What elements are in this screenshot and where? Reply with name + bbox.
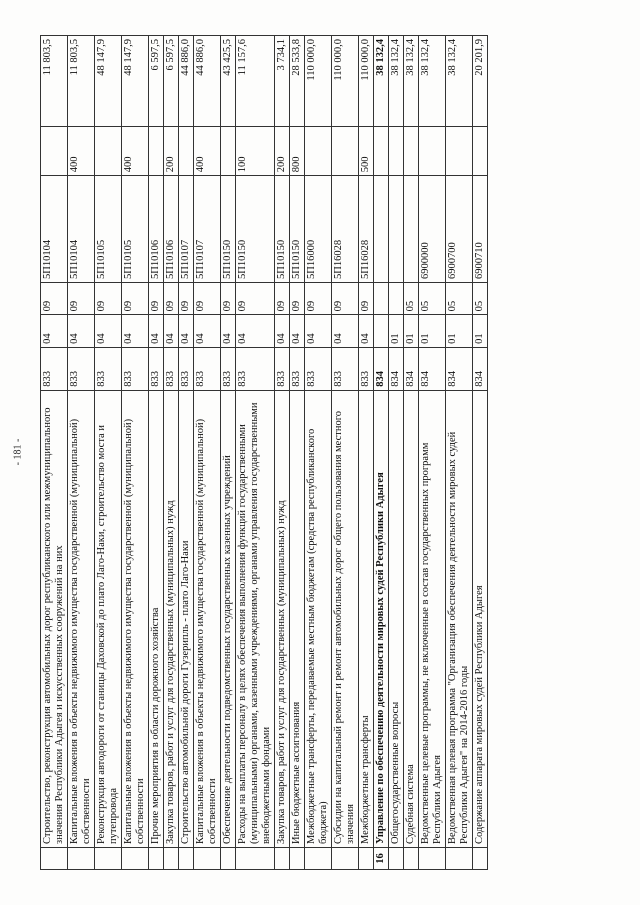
amount-cell: 38 132,4 — [404, 36, 419, 127]
row-number-cell — [179, 848, 194, 870]
row-number-cell — [332, 848, 359, 870]
table-row — [179, 36, 194, 870]
subsection-code-cell: 05 — [404, 282, 419, 314]
section-code-cell — [374, 315, 389, 347]
row-number-cell — [389, 848, 404, 870]
page-number: - 181 - — [12, 438, 24, 466]
table-row — [194, 36, 221, 870]
row-name-cell: Судебная система — [404, 390, 419, 847]
row-name-cell: Прочие мероприятия в области дорожного хозяйства — [149, 390, 164, 847]
table-row — [374, 36, 389, 870]
ved-code-cell: 834 — [473, 347, 488, 390]
table-row — [95, 36, 122, 870]
subsection-code-cell: 09 — [221, 282, 236, 314]
section-code-cell: 04 — [164, 315, 179, 347]
section-code-cell: 04 — [305, 315, 332, 347]
expense-type-code-cell — [221, 127, 236, 176]
row-name-cell: Иные бюджетные ассигнования — [290, 390, 305, 847]
subsection-code-cell: 09 — [164, 282, 179, 314]
subsection-code-cell: 09 — [68, 282, 95, 314]
section-code-cell: 04 — [122, 315, 149, 347]
target-item-code-cell: 5П10150 — [236, 176, 275, 283]
expense-type-code-cell: 500 — [359, 127, 374, 176]
row-number-cell — [122, 848, 149, 870]
table-row — [236, 36, 275, 870]
table-row — [446, 36, 473, 870]
expense-type-code-cell — [389, 127, 404, 176]
table-row — [68, 36, 95, 870]
amount-cell: 44 886,0 — [194, 36, 221, 127]
target-item-code-cell — [389, 176, 404, 283]
target-item-code-cell: 5П10150 — [221, 176, 236, 283]
expense-type-code-cell: 400 — [122, 127, 149, 176]
row-number-cell — [68, 848, 95, 870]
ved-code-cell: 833 — [41, 347, 68, 390]
target-item-code-cell: 5П10105 — [122, 176, 149, 283]
section-code-cell: 01 — [389, 315, 404, 347]
ved-code-cell: 834 — [389, 347, 404, 390]
section-code-cell: 01 — [419, 315, 446, 347]
row-name-cell: Ведомственные целевые программы, не включенные в состав государственных программ Республики Адыгея — [419, 390, 446, 847]
section-code-cell: 04 — [290, 315, 305, 347]
target-item-code-cell: 5П16028 — [359, 176, 374, 283]
ved-code-cell: 833 — [122, 347, 149, 390]
expense-type-code-cell — [41, 127, 68, 176]
target-item-code-cell: 6900000 — [419, 176, 446, 283]
amount-cell: 28 533,8 — [290, 36, 305, 127]
row-name-cell: Межбюджетные трансферты — [359, 390, 374, 847]
expense-type-code-cell — [404, 127, 419, 176]
amount-cell: 20 201,9 — [473, 36, 488, 127]
ved-code-cell: 833 — [305, 347, 332, 390]
ved-code-cell: 833 — [359, 347, 374, 390]
subsection-code-cell: 09 — [236, 282, 275, 314]
row-number-cell — [275, 848, 290, 870]
amount-cell: 38 132,4 — [389, 36, 404, 127]
table-row — [389, 36, 404, 870]
table-row — [419, 36, 446, 870]
row-number-cell — [473, 848, 488, 870]
row-number-cell: 16 — [374, 848, 389, 870]
row-name-cell: Закупка товаров, работ и услуг для государственных (муниципальных) нужд — [164, 390, 179, 847]
subsection-code-cell: 09 — [359, 282, 374, 314]
budget-table — [40, 35, 488, 870]
target-item-code-cell: 5П10150 — [290, 176, 305, 283]
target-item-code-cell: 5П10106 — [164, 176, 179, 283]
row-name-cell: Строительство автомобильной дороги Гузерипль - плато Лаго-Наки — [179, 390, 194, 847]
subsection-code-cell — [389, 282, 404, 314]
ved-code-cell: 833 — [95, 347, 122, 390]
row-name-cell: Капитальные вложения в объекты недвижимого имущества государственной (муниципальной) собственности — [68, 390, 95, 847]
expense-type-code-cell — [374, 127, 389, 176]
section-code-cell: 01 — [473, 315, 488, 347]
expense-type-code-cell — [149, 127, 164, 176]
ved-code-cell: 833 — [332, 347, 359, 390]
row-name-cell: Общегосударственные вопросы — [389, 390, 404, 847]
target-item-code-cell: 5П10107 — [194, 176, 221, 283]
target-item-code-cell: 5П10104 — [41, 176, 68, 283]
ved-code-cell: 833 — [149, 347, 164, 390]
table-row — [41, 36, 68, 870]
row-number-cell — [419, 848, 446, 870]
subsection-code-cell: 09 — [179, 282, 194, 314]
table-row — [359, 36, 374, 870]
section-code-cell: 04 — [149, 315, 164, 347]
amount-cell: 44 886,0 — [179, 36, 194, 127]
expense-type-code-cell: 200 — [275, 127, 290, 176]
row-number-cell — [221, 848, 236, 870]
section-code-cell: 04 — [194, 315, 221, 347]
section-code-cell: 01 — [404, 315, 419, 347]
section-code-cell: 04 — [68, 315, 95, 347]
row-number-cell — [359, 848, 374, 870]
target-item-code-cell: 5П10107 — [179, 176, 194, 283]
section-code-cell: 04 — [179, 315, 194, 347]
amount-cell: 110 000,0 — [359, 36, 374, 127]
expense-type-code-cell — [473, 127, 488, 176]
row-number-cell — [164, 848, 179, 870]
ved-code-cell: 834 — [419, 347, 446, 390]
row-number-cell — [41, 848, 68, 870]
subsection-code-cell: 05 — [419, 282, 446, 314]
row-number-cell — [305, 848, 332, 870]
ved-code-cell: 833 — [275, 347, 290, 390]
amount-cell: 38 132,4 — [446, 36, 473, 127]
subsection-code-cell — [374, 282, 389, 314]
table-row — [221, 36, 236, 870]
table-row — [332, 36, 359, 870]
subsection-code-cell: 09 — [122, 282, 149, 314]
subsection-code-cell: 09 — [41, 282, 68, 314]
table-row — [275, 36, 290, 870]
row-name-cell: Ведомственная целевая программа "Организация обеспечения деятельности мировых судей Республики Адыгея" на 2014-2016 годы — [446, 390, 473, 847]
subsection-code-cell: 09 — [149, 282, 164, 314]
section-code-cell: 01 — [446, 315, 473, 347]
row-number-cell — [290, 848, 305, 870]
subsection-code-cell: 09 — [332, 282, 359, 314]
subsection-code-cell: 09 — [305, 282, 332, 314]
row-name-cell: Межбюджетные трансферты, передаваемые местным бюджетам (средства республиканского бюджета) — [305, 390, 332, 847]
target-item-code-cell: 5П16028 — [332, 176, 359, 283]
expense-type-code-cell — [95, 127, 122, 176]
ved-code-cell: 833 — [194, 347, 221, 390]
expense-type-code-cell: 400 — [194, 127, 221, 176]
budget-table-body — [41, 36, 488, 870]
subsection-code-cell: 09 — [290, 282, 305, 314]
expense-type-code-cell — [332, 127, 359, 176]
table-row — [164, 36, 179, 870]
amount-cell: 43 425,5 — [221, 36, 236, 127]
row-name-cell: Обеспечение деятельности подведомственных государственных казенных учреждений — [221, 390, 236, 847]
amount-cell: 48 147,9 — [95, 36, 122, 127]
expense-type-code-cell — [179, 127, 194, 176]
target-item-code-cell — [374, 176, 389, 283]
row-number-cell — [95, 848, 122, 870]
target-item-code-cell: 6900710 — [473, 176, 488, 283]
ved-code-cell: 833 — [290, 347, 305, 390]
row-name-cell: Капитальные вложения в объекты недвижимого имущества государственной (муниципальной) собственности — [122, 390, 149, 847]
expense-type-code-cell: 800 — [290, 127, 305, 176]
section-code-cell: 04 — [95, 315, 122, 347]
table-row — [122, 36, 149, 870]
row-name-cell: Субсидии на капитальный ремонт и ремонт автомобильных дорог общего пользования местного значения — [332, 390, 359, 847]
ved-code-cell: 833 — [236, 347, 275, 390]
section-code-cell: 04 — [221, 315, 236, 347]
subsection-code-cell: 09 — [275, 282, 290, 314]
subsection-code-cell: 05 — [446, 282, 473, 314]
expense-type-code-cell — [305, 127, 332, 176]
subsection-code-cell: 09 — [194, 282, 221, 314]
ved-code-cell: 833 — [164, 347, 179, 390]
target-item-code-cell: 5П16000 — [305, 176, 332, 283]
amount-cell: 38 132,4 — [419, 36, 446, 127]
section-code-cell: 04 — [359, 315, 374, 347]
row-number-cell — [236, 848, 275, 870]
amount-cell: 48 147,9 — [122, 36, 149, 127]
expense-type-code-cell — [446, 127, 473, 176]
expense-type-code-cell — [419, 127, 446, 176]
amount-cell: 38 132,4 — [374, 36, 389, 127]
amount-cell: 11 157,6 — [236, 36, 275, 127]
row-number-cell — [446, 848, 473, 870]
ved-code-cell: 834 — [374, 347, 389, 390]
row-number-cell — [149, 848, 164, 870]
section-code-cell: 04 — [41, 315, 68, 347]
table-row — [290, 36, 305, 870]
row-name-cell: Закупка товаров, работ и услуг для государственных (муниципальных) нужд — [275, 390, 290, 847]
amount-cell: 11 803,5 — [41, 36, 68, 127]
table-row — [149, 36, 164, 870]
rotated-table-wrapper — [40, 35, 630, 870]
subsection-code-cell: 05 — [473, 282, 488, 314]
row-name-cell: Расходы на выплаты персоналу в целях обеспечения выполнения функций государственными (муниципальными) органами, казенными учреждениями, органами управления государственными внебюджетными фондами — [236, 390, 275, 847]
amount-cell: 3 734,1 — [275, 36, 290, 127]
target-item-code-cell: 5П10106 — [149, 176, 164, 283]
ved-code-cell: 833 — [68, 347, 95, 390]
table-row — [305, 36, 332, 870]
row-name-cell: Содержание аппарата мировых судей Республики Адыгея — [473, 390, 488, 847]
expense-type-code-cell: 200 — [164, 127, 179, 176]
ved-code-cell: 834 — [446, 347, 473, 390]
subsection-code-cell: 09 — [95, 282, 122, 314]
ved-code-cell: 833 — [179, 347, 194, 390]
amount-cell: 110 000,0 — [305, 36, 332, 127]
row-number-cell — [404, 848, 419, 870]
row-name-cell: Управление по обеспечению деятельности мировых судей Республики Адыгея — [374, 390, 389, 847]
row-name-cell: Реконструкция автодороги от станицы Даховской до плато Лаго-Наки, строительство моста и путепровода — [95, 390, 122, 847]
row-name-cell: Капитальные вложения в объекты недвижимого имущества государственной (муниципальной) собственности — [194, 390, 221, 847]
ved-code-cell: 833 — [221, 347, 236, 390]
section-code-cell: 04 — [236, 315, 275, 347]
amount-cell: 11 803,5 — [68, 36, 95, 127]
amount-cell: 6 597,5 — [149, 36, 164, 127]
target-item-code-cell: 5П10104 — [68, 176, 95, 283]
target-item-code-cell: 6900700 — [446, 176, 473, 283]
row-number-cell — [194, 848, 221, 870]
expense-type-code-cell: 100 — [236, 127, 275, 176]
target-item-code-cell — [404, 176, 419, 283]
amount-cell: 110 000,0 — [332, 36, 359, 127]
expense-type-code-cell: 400 — [68, 127, 95, 176]
table-row — [473, 36, 488, 870]
row-name-cell: Строительство, реконструкция автомобильных дорог республиканского или межмуниципального значения Республики Адыгея и искусственных сооружений на них — [41, 390, 68, 847]
section-code-cell: 04 — [275, 315, 290, 347]
target-item-code-cell: 5П10150 — [275, 176, 290, 283]
table-row — [404, 36, 419, 870]
target-item-code-cell: 5П10105 — [95, 176, 122, 283]
ved-code-cell: 834 — [404, 347, 419, 390]
amount-cell: 6 597,5 — [164, 36, 179, 127]
section-code-cell: 04 — [332, 315, 359, 347]
